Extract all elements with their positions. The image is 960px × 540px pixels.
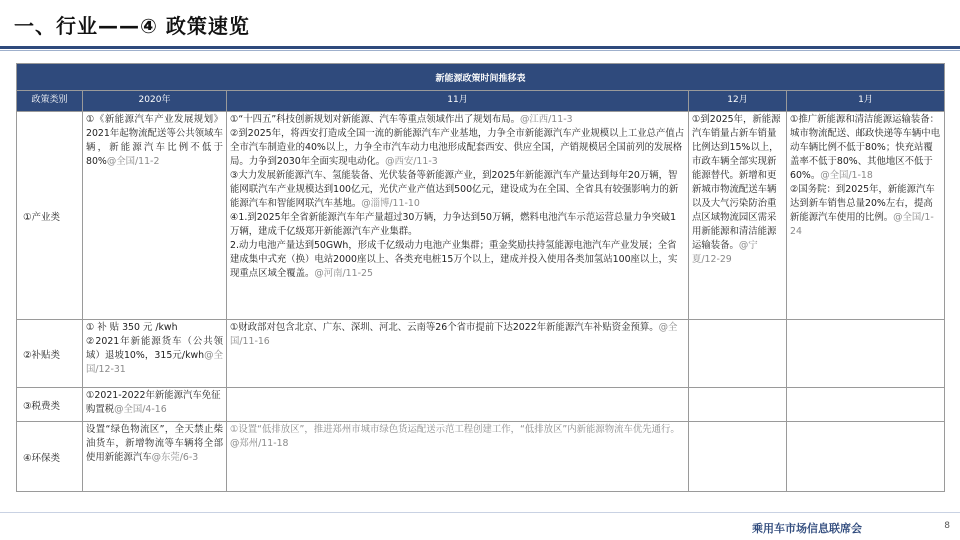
header-dec: 12月 [689,91,787,112]
policy-source: @全国/4-16 [114,404,167,415]
cell-dec [689,422,787,492]
category-cell: ①产业类 [17,112,83,320]
page-title: 一、行业——④ 政策速览 [14,14,250,38]
policy-text: ②国务院：到2025年，新能源汽车达到新车销售总量20%左右，提高新能源汽车使用的比例。 [790,184,935,223]
policy-text: ①《新能源汽车产业发展规划》2021年起物流配送等公共领域车辆，新能源汽车比例不低于80% [86,114,223,167]
policy-text: 设置“绿色物流区”，全天禁止柴油货车，新增物流等车辆将全部使用新能源汽车 [86,424,223,463]
policy-table [16,63,945,492]
cell-2020 [83,422,227,492]
header-jan: 1月 [787,91,945,112]
table-row [17,320,945,388]
policy-text: ①到2025年，新能源汽车销量占新车销量比例达到15%以上，市政车辆全部实现新能源替代。新增和更新城市物流配送车辆以及大气污染防治重点区域物流园区需采用新能源和清洁能源运输装备。 [692,114,781,251]
policy-text: ④1.到2025年全省新能源汽车年产量超过30万辆，力争达到50万辆，燃料电池汽车示范运营总量力争突破1万辆，建成千亿级郑开新能源汽车产业集群。 [230,212,677,237]
cell-2020 [83,112,227,320]
policy-source: @全国/1-24 [790,212,934,237]
title-divider [0,46,960,49]
cell-2020 [83,320,227,388]
cell-jan [787,112,945,320]
policy-source: @河南/11-25 [314,268,373,279]
policy-source: @全国/1-18 [820,170,873,181]
policy-text: ①设置“低排放区”，推进郑州市城市绿色货运配送示范工程创建工作，“低排放区”内新能源物流车优先通行。 [230,424,680,435]
cell-nov [227,422,689,492]
table-row [17,112,945,320]
cell-2020 [83,388,227,422]
footer-organization: 乘用车市场信息联席会 [752,522,862,535]
policy-source: @全国/11-16 [230,322,678,347]
policy-text: ②2021年新能源货车（公共领域）退坡10%，315元/kwh [86,336,223,361]
policy-source: @宁夏/12-29 [692,240,758,265]
cell-jan [787,320,945,388]
policy-source: @东莞/6-3 [151,452,199,463]
policy-source: @郑州/11-18 [230,438,289,449]
cell-nov [227,388,689,422]
policy-text: ① 补 贴 350 元 /kwh [86,322,178,333]
policy-text: ①“十四五”科技创新规划对新能源、汽车等重点领域作出了规划布局。 [230,114,520,125]
table-row [17,422,945,492]
header-category: 政策类别 [17,91,83,112]
cell-dec [689,388,787,422]
footer-divider [0,512,960,513]
policy-text: ①2021-2022年新能源汽车免征购置税 [86,390,221,415]
policy-source: @全国/11-2 [106,156,160,167]
page-number: 8 [944,521,950,531]
cell-jan [787,422,945,492]
table-row [17,388,945,422]
category-cell: ②补贴类 [17,320,83,388]
table-caption: 新能源政策时间推移表 [17,64,945,91]
cell-jan [787,388,945,422]
title-divider-thin [0,50,960,51]
policy-text: 2.动力电池产量达到50GWh，形成千亿级动力电池产业集群；重金奖励扶持氢能源电池汽车产业发展；全省建成集中式充（换）电站2000座以上、各类充电桩15万个以上，建成并投入使用各类加氢站100座以上，实现重点区域全覆盖。 [230,240,678,279]
policy-source: @西安/11-3 [385,156,438,167]
policy-text: ②到2025年，将西安打造成全国一流的新能源汽车产业基地，力争全市新能源汽车产业规模以上工业总产值占全市汽车制造业的40%以上，力争全市汽车动力电池形成配套西安、供应全国，产销规模居全国前列的发展格局。力争到2030年全面实现电动化。 [230,128,685,167]
policy-source: @淄博/11-10 [361,198,420,209]
policy-text: ①财政部对包含北京、广东、深圳、河北、云南等26个省市提前下达2022年新能源汽车补贴资金预算。 [230,322,659,333]
cell-dec [689,320,787,388]
cell-nov [227,320,689,388]
category-cell: ④环保类 [17,422,83,492]
policy-source: @全国/12-31 [86,350,223,375]
policy-source: @江西/11-3 [520,114,573,125]
category-cell: ③税费类 [17,388,83,422]
cell-nov [227,112,689,320]
header-nov: 11月 [227,91,689,112]
policy-text: ③大力发展新能源汽车、氢能装备、光伏装备等新能源产业，到2025年新能源汽车产量达到每年20万辆，智能网联汽车产业规模达到100亿元，光伏产业产值达到500亿元，建设成为在全国、全省具有较强影响力的新能源汽车和智能网联汽车基地。 [230,170,679,209]
header-2020: 2020年 [83,91,227,112]
cell-dec [689,112,787,320]
policy-text: ①推广新能源和清洁能源运输装备：城市物流配送、邮政快递等车辆中电动车辆比例不低于80%；快充站覆盖率不低于80%、其他地区不低于60%。 [790,114,941,181]
